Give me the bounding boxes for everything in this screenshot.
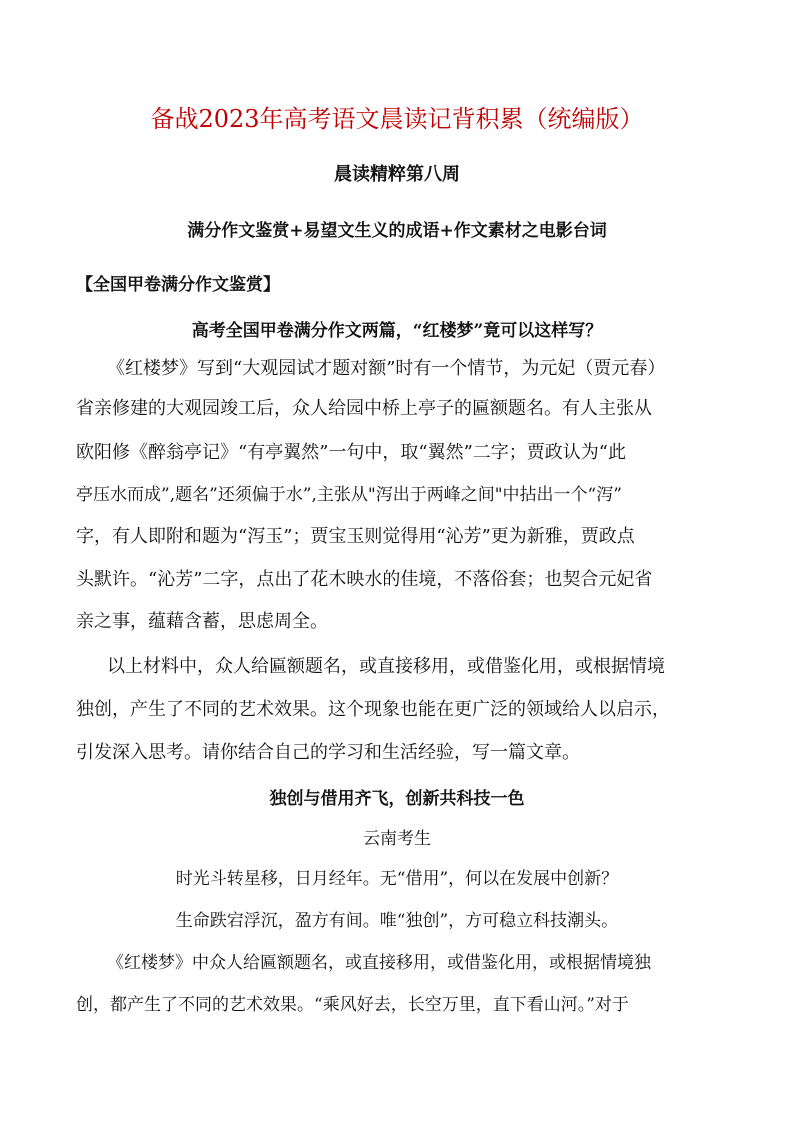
essay-title: 独创与借用齐飞，创新共科技一色 bbox=[269, 789, 525, 809]
material-line: 欧阳修《醉翁亭记》“有亭翼然”一句中，取“翼然”二字；贾政认为“此 bbox=[76, 442, 627, 463]
topics-heading: 满分作文鉴赏+易望文生义的成语+作文素材之电影台词 bbox=[187, 221, 607, 241]
material-line: 省亲修建的大观园竣工后，众人给园中桥上亭子的匾额题名。有人主张从 bbox=[76, 398, 652, 419]
material-line: 亭压水而成”,题名”还须偏于水”,主张从"泻出于两峰之间"中拈出一个“泻” bbox=[76, 485, 622, 505]
material-line: 亲之事，蕴藉含蓄，思虑周全。 bbox=[76, 611, 328, 632]
section-heading: 【全国甲卷满分作文鉴赏】 bbox=[76, 275, 280, 295]
week-heading: 晨读精粹第八周 bbox=[334, 164, 460, 185]
couplet-line: 生命跌宕浮沉，盈方有间。唯“独创”，方可稳立科技潮头。 bbox=[175, 911, 619, 931]
material-line: 字，有人即附和题为“泻玉”；贾宝玉则觉得用“沁芳”更为新雅，贾政点 bbox=[76, 526, 635, 547]
article-title: 高考全国甲卷满分作文两篇，“红楼梦”竟可以这样写？ bbox=[191, 321, 603, 341]
essay-line: 《红楼梦》中众人给匾额题名，或直接移用，或借鉴化用，或根据情境独 bbox=[107, 953, 651, 973]
document-title: 备战2023年高考语文晨读记背积累（统编版） bbox=[150, 105, 644, 133]
essay-line: 创，都产生了不同的艺术效果。“乘风好去，长空万里，直下看山河。”对于 bbox=[76, 995, 629, 1015]
prompt-line: 独创，产生了不同的艺术效果。这个现象也能在更广泛的领域给人以启示， bbox=[76, 699, 670, 720]
prompt-line: 引发深入思考。请你结合自己的学习和生活经验，写一篇文章。 bbox=[76, 742, 580, 763]
material-line: 《红楼梦》写到“大观园试才题对额”时有一个情节，为元妃（贾元春） bbox=[107, 358, 666, 379]
couplet-line: 时光斗转星移，日月经年。无“借用”，何以在发展中创新？ bbox=[175, 869, 619, 889]
prompt-line: 以上材料中，众人给匾额题名，或直接移用，或借鉴化用，或根据情境 bbox=[107, 656, 665, 677]
material-line: 头默许。“沁芳”二字，点出了花木映水的佳境，不落俗套；也契合元妃省 bbox=[76, 569, 653, 590]
essay-author: 云南考生 bbox=[363, 829, 431, 849]
